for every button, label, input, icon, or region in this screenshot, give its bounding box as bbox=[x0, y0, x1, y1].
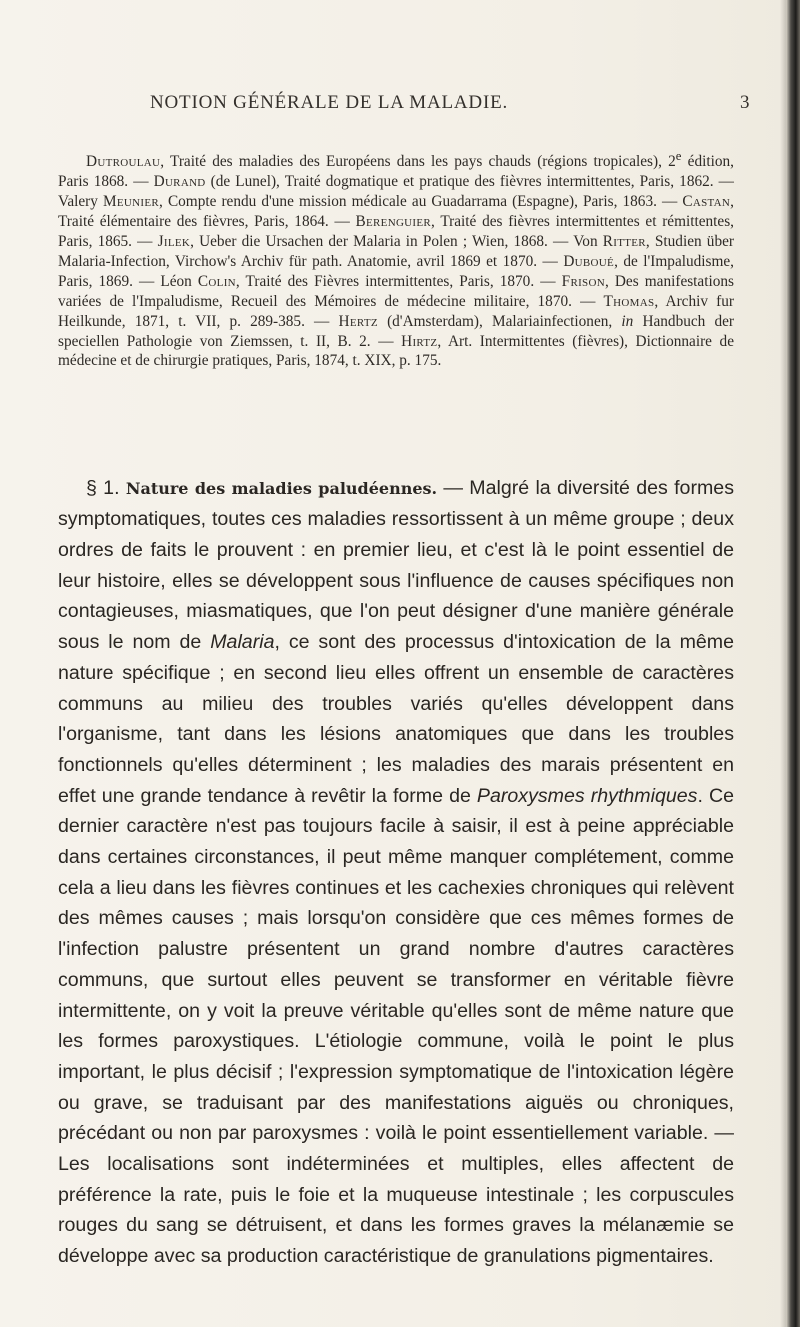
italic-term: Paroxysmes rhythmiques bbox=[476, 784, 698, 807]
page-binding-edge bbox=[786, 0, 800, 1327]
author-name: Dutroulau bbox=[86, 153, 161, 171]
citation-text: , Traité des Fièvres intermittentes, Paris, 1870. — bbox=[235, 272, 562, 290]
citation-text: , Traité des maladies des Européens dans les pays chauds (régions tropicales), 2 bbox=[160, 153, 676, 171]
running-header bbox=[0, 92, 800, 122]
section-paragraph bbox=[58, 473, 734, 1272]
superscript: e bbox=[675, 149, 682, 164]
bibliography-paragraph bbox=[58, 147, 734, 371]
author-name: Colin bbox=[197, 272, 236, 290]
italic-word: in bbox=[621, 312, 634, 330]
author-name: Hirtz bbox=[401, 332, 438, 350]
author-name: Frison bbox=[561, 272, 605, 290]
citation-text: édition, Paris 1868. — bbox=[58, 153, 734, 191]
author-name: Ritter bbox=[602, 233, 646, 251]
citation-text: , Des manifestations variées de l'Impaludisme, Recueil des Mémoires de médecine militaire, 1870. — bbox=[58, 272, 734, 310]
citation-text: , Studien über Malaria-Infection, Virchow's Archiv für path. Anatomie, avril 1869 et 1870. — bbox=[58, 233, 734, 270]
citation-text: , Archiv fur Heilkunde, 1871, t. VII, p. 289-385. — bbox=[58, 292, 734, 330]
body-text: , ce sont des processus d'intoxication de la même nature spécifique ; en second lieu elles offrent un ensemble de caractères communs au milieu des troubles variés qu'elles développent dans l'organisme, tant dans les lésions anatomiques que dans les troubles fonctionnels qu'elles déterminent ; les maladies des marais présentent en effet une grande tendance à revêtir la forme de bbox=[58, 631, 735, 807]
citation-text: , Art. Intermittentes (fièvres), Dictionnaire de médecine et de chirurgie pratiques, Paris, 1874, t. XIX, p. 175. bbox=[58, 332, 734, 370]
author-name: Durand bbox=[153, 173, 206, 191]
citation-text: (de Lunel), Traité dogmatique et pratique des fièvres intermittentes, Paris, 1862. — Valery bbox=[58, 173, 734, 211]
author-name: Thomas bbox=[603, 292, 655, 310]
italic-term: Malaria bbox=[210, 631, 275, 654]
citation-text: , Traité des fièvres intermittentes et rémittentes, Paris, 1865. — bbox=[58, 213, 734, 251]
author-name: Berenguier bbox=[355, 213, 432, 231]
author-name: Castan bbox=[682, 193, 731, 211]
author-name: Duboué bbox=[563, 252, 615, 270]
section-heading: Nature des maladies paludéennes. bbox=[125, 478, 438, 498]
citation-text: (d'Amsterdam), Malariainfectionen, bbox=[377, 312, 622, 330]
citation-text: , de l'Impaludisme, Paris, 1869. — Léon bbox=[58, 252, 734, 290]
citation-text: Handbuch der speciellen Pathologie von Ziemssen, t. II, B. 2. — bbox=[58, 312, 734, 350]
citation-text: , Ueber die Ursachen der Malaria in Polen ; Wien, 1868. — Von bbox=[190, 233, 603, 251]
citation-text: , Compte rendu d'une mission médicale au Guadarrama (Espagne), Paris, 1863. — bbox=[159, 193, 683, 211]
running-title: NOTION GÉNÉRALE DE LA MALADIE. bbox=[150, 92, 509, 113]
author-name: Hertz bbox=[338, 312, 378, 330]
section-number: § 1. bbox=[86, 476, 120, 499]
body-text: . Ce dernier caractère n'est pas toujours facile à saisir, il est à peine appréciable dans certaines circonstances, il peut même manquer complétement, comme cela a lieu dans les fièvres continues et les cachexies chroniques qui relèvent des mêmes causes ; mais lorsqu'on considère que ces mêmes formes de l'infection palustre présentent un grand nombre d'autres caractères communs, que surtout elles peuvent se transformer en véritable fièvre intermittente, on y voit la preuve véritable qu'elles sont de même nature que les formes paroxystiques. L'étiologie commune, voilà le point le plus important, le plus décisif ; l'expression symptomatique de l'intoxication légère ou grave, se traduisant par des manifestations aiguës ou chroniques, précédant ou non par paroxysmes : voilà le point essentiellement variable. — Les localisations sont indéterminées et multiples, elles affectent de préférence la rate, puis le foie et la muqueuse intestinale ; les corpuscules rouges du sang se détruisent, et dans les formes graves la mélanæmie se développe avec sa production caractéristique de granulations pigmentaires. bbox=[58, 784, 734, 1268]
citation-text: , Traité élémentaire des fièvres, Paris, 1864. — bbox=[58, 193, 734, 231]
author-name: Meunier bbox=[103, 193, 160, 211]
author-name: Jilek bbox=[157, 233, 191, 251]
body-text: — Malgré la diversité des formes symptomatiques, toutes ces maladies ressortissent à un même groupe ; deux ordres de faits le prouvent : en premier lieu, et c'est là le point essentiel de leur histoire, elles se développent sous l'influence de causes spécifiques non contagieuses, miasmatiques, que l'on peut désigner d'une manière générale sous le nom de bbox=[58, 476, 734, 654]
page-number: 3 bbox=[740, 92, 750, 113]
